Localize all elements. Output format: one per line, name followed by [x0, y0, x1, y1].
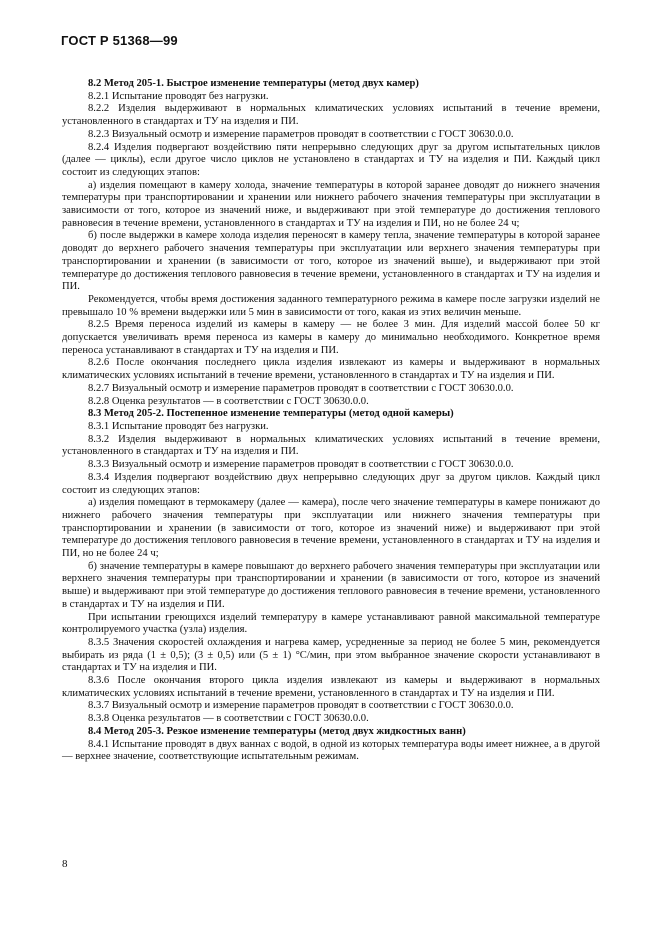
- paragraph-8-2-3: 8.2.3 Визуальный осмотр и измерение параметров проводят в соответствии с ГОСТ 30630.0.0.: [88, 128, 514, 140]
- paragraph-8-2-4: 8.2.4 Изделия подвергают воздействию пяти непрерывно следующих друг за другом испытательных циклов (далее — циклы), если другое число циклов не установлено в стандартах и ТУ на изделия и ПИ. Каждый цикл состоит из следующих этапов:: [62, 141, 600, 178]
- paragraph-8-2-4-a: а) изделия помещают в камеру холода, значение температуры в которой заранее доводят до нижнего значения температуры при транспортировании и хранении или нижнего рабочего значения температуры при эксплуатации в зависимости от того, которое из значений ниже, и выдерживают при этой температуре до достижения теплового равновесия в течение времени, установленного в стандартах и ТУ на изделия и ПИ, но не более 24 ч;: [62, 179, 600, 229]
- paragraph-8-2-1: 8.2.1 Испытание проводят без нагрузки.: [88, 90, 269, 102]
- paragraph-8-3-8: 8.3.8 Оценка результатов — в соответствии с ГОСТ 30630.0.0.: [88, 713, 369, 725]
- paragraph-8-2-6: 8.2.6 После окончания последнего цикла изделия извлекают из камеры и выдерживают в нормальных климатических условиях испытаний в течение времени, установленного в стандартах и ТУ на изделия и ПИ.: [62, 357, 600, 382]
- paragraph-8-3-6: 8.3.6 После окончания второго цикла изделия извлекают из камеры и выдерживают в нормальных климатических условиях испытаний в течение времени, установленного в стандартах и ТУ на изделия и ПИ.: [62, 675, 600, 699]
- paragraph-8-3-3: 8.3.3 Визуальный осмотр и измерение параметров проводят в соответствии с ГОСТ 30630.0.0.: [88, 459, 514, 471]
- paragraph-8-3-1: 8.3.1 Испытание проводят без нагрузки.: [88, 420, 269, 432]
- paragraph-8-2-4-b: б) после выдержки в камере холода изделия переносят в камеру тепла, значение температуры в которой заранее доводят до верхнего рабочего значения температуры при эксплуатации или верхнего значения температуры при транспортировании и хранении (в зависимости от того, которое из значений выше), и выдерживают при этой температуре до достижения теплового равновесия в течение времени, установленного в стандартах и ТУ на изделия и ПИ.: [62, 230, 600, 293]
- paragraph-8-3-4: 8.3.4 Изделия подвергают воздействию двух непрерывно следующих друг за другом циклов. Каждый цикл состоит из следующих этапов:: [62, 471, 600, 496]
- section-heading-8-2: 8.2 Метод 205-1. Быстрое изменение температуры (метод двух камер): [88, 78, 419, 89]
- paragraph-heating-items: При испытании греющихся изделий температуру в камере устанавливают равной максимальной температуре контролируемого участка (узла) изделия.: [62, 611, 600, 636]
- paragraph-8-2-7: 8.2.7 Визуальный осмотр и измерение параметров проводят в соответствии с ГОСТ 30630.0.0.: [88, 382, 514, 394]
- paragraph-8-3-4-a: а) изделия помещают в термокамеру (далее — камера), после чего значение температуры в камере понижают до нижнего рабочего значения температуры при эксплуатации или нижнего значения температуры при транспортировании и хранении (в зависимости от того, которое из значений ниже) и выдерживают при этой температуре до достижения теплового равновесия в течение времени, установленного в стандартах и ТУ на изделия и ПИ, но не более 24 ч;: [62, 497, 600, 560]
- section-heading-8-3: 8.3 Метод 205-2. Постепенное изменение температуры (метод одной камеры): [88, 408, 454, 420]
- page-number: 8: [62, 858, 68, 870]
- paragraph-8-3-4-b: б) значение температуры в камере повышают до верхнего рабочего значения температуры при эксплуатации или верхнего значения температуры при транспортировании и хранении (в зависимости от того, которое из значений выше) и выдерживают при этой температуре до достижения теплового равновесия в течение времени, установленного в стандартах и ТУ на изделия и ПИ.: [62, 560, 600, 610]
- paragraph-8-4-1: 8.4.1 Испытание проводят в двух ваннах с водой, в одной из которых температура воды имеет нижнее, а в другой — верхнее значение, соответствующие испытательным режимам.: [62, 738, 600, 763]
- paragraph-8-2-2: 8.2.2 Изделия выдерживают в нормальных климатических условиях испытаний в течение времени, установленного в стандартах и ТУ на изделия и ПИ.: [62, 103, 600, 128]
- document-body: [62, 78, 600, 764]
- paragraph-8-3-5: 8.3.5 Значения скоростей охлаждения и нагрева камер, усредненные за период не более 5 мин, рекомендуется выбирать из ряда (1 ± 0,5); (3 ± 0,5) или (5 ± 1) °С/мин, при этом выбранное значение скорости устанавливают в стандартах и ТУ на изделия и ПИ.: [62, 636, 600, 674]
- paragraph-8-3-2: 8.3.2 Изделия выдерживают в нормальных климатических условиях испытаний в течение времени, установленного в стандартах и ТУ на изделия и ПИ.: [62, 433, 600, 458]
- paragraph-8-2-8: 8.2.8 Оценка результатов — в соответствии с ГОСТ 30630.0.0.: [88, 395, 369, 407]
- document-header: ГОСТ Р 51368—99: [61, 33, 178, 48]
- section-heading-8-4: 8.4 Метод 205-3. Резкое изменение температуры (метод двух жидкостных ванн): [88, 725, 466, 737]
- paragraph-recommendation: Рекомендуется, чтобы время достижения заданного температурного режима в камере после загрузки изделий не превышало 10 % времени выдержки или 5 мин в зависимости от того, какая из этих величин меньше.: [62, 293, 600, 318]
- paragraph-8-2-5: 8.2.5 Время переноса изделий из камеры в камеру — не более 3 мин. Для изделий массой более 50 кг допускается увеличивать время переноса из камеры в камеру до минимально необходимого. Конкретное время переноса устанавливают в стандартах и ТУ на изделия и ПИ.: [62, 319, 600, 356]
- paragraph-8-3-7: 8.3.7 Визуальный осмотр и измерение параметров проводят в соответствии с ГОСТ 30630.0.0.: [88, 700, 514, 712]
